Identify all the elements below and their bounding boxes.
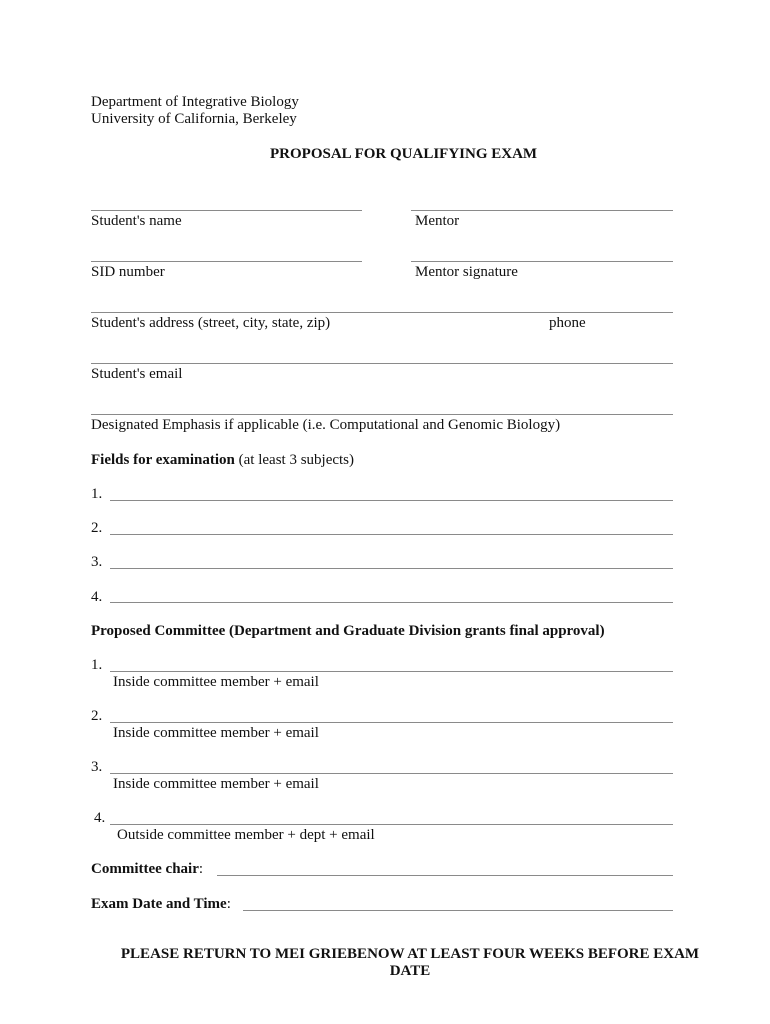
exam-date-colon: : bbox=[226, 896, 231, 912]
field-line-4[interactable] bbox=[110, 602, 673, 603]
field-number-2: 2. bbox=[91, 520, 103, 536]
sid-number-line[interactable] bbox=[91, 261, 362, 262]
committee-heading: Proposed Committee (Department and Graduate Division grants final approval) bbox=[91, 623, 605, 639]
email-line[interactable] bbox=[91, 363, 673, 364]
mentor-signature-label: Mentor signature bbox=[415, 264, 518, 280]
fields-heading bbox=[91, 451, 354, 469]
committee-number-4: 4. bbox=[94, 810, 106, 826]
students-name-line[interactable] bbox=[91, 210, 362, 211]
committee-line-3[interactable] bbox=[110, 773, 673, 774]
phone-label: phone bbox=[549, 315, 586, 331]
exam-date-label bbox=[91, 895, 231, 913]
committee-number-3: 3. bbox=[91, 759, 103, 775]
field-number-4: 4. bbox=[91, 589, 103, 605]
mentor-label: Mentor bbox=[415, 213, 460, 229]
field-line-1[interactable] bbox=[110, 500, 673, 501]
email-label: Student's email bbox=[91, 366, 183, 382]
committee-chair-text: Committee chair bbox=[91, 861, 199, 877]
committee-number-2: 2. bbox=[91, 708, 103, 724]
committee-number-1: 1. bbox=[91, 657, 103, 673]
committee-caption-4: Outside committee member + dept + email bbox=[117, 827, 375, 843]
address-label: Student's address (street, city, state, zip) bbox=[91, 315, 331, 331]
fields-heading-bold: Fields for examination bbox=[91, 452, 235, 468]
exam-date-text: Exam Date and Time bbox=[91, 896, 227, 912]
fields-heading-note: (at least 3 subjects) bbox=[238, 452, 355, 468]
address-line[interactable] bbox=[91, 312, 673, 313]
designated-emphasis-label: Designated Emphasis if applicable (i.e. Computational and Genomic Biology) bbox=[91, 417, 561, 433]
field-line-2[interactable] bbox=[110, 534, 673, 535]
committee-chair-line[interactable] bbox=[217, 875, 673, 876]
students-name-label: Student's name bbox=[91, 213, 182, 229]
form-title: PROPOSAL FOR QUALIFYING EXAM bbox=[270, 146, 538, 162]
department-name: Department of Integrative Biology bbox=[91, 94, 299, 110]
field-line-3[interactable] bbox=[110, 568, 673, 569]
committee-chair-label bbox=[91, 860, 203, 878]
committee-caption-1: Inside committee member + email bbox=[113, 674, 319, 690]
field-number-1: 1. bbox=[91, 486, 103, 502]
designated-emphasis-line[interactable] bbox=[91, 414, 673, 415]
committee-caption-3: Inside committee member + email bbox=[113, 776, 319, 792]
committee-line-4[interactable] bbox=[110, 824, 673, 825]
field-number-3: 3. bbox=[91, 554, 103, 570]
mentor-signature-line[interactable] bbox=[411, 261, 673, 262]
university-name: University of California, Berkeley bbox=[91, 111, 297, 127]
committee-line-2[interactable] bbox=[110, 722, 673, 723]
committee-line-1[interactable] bbox=[110, 671, 673, 672]
mentor-line[interactable] bbox=[411, 210, 673, 211]
return-notice: PLEASE RETURN TO MEI GRIEBENOW AT LEAST FOUR WEEKS BEFORE EXAM DATE bbox=[120, 946, 700, 979]
sid-number-label: SID number bbox=[91, 264, 165, 280]
committee-chair-colon: : bbox=[198, 861, 204, 877]
exam-date-line[interactable] bbox=[243, 910, 673, 911]
committee-caption-2: Inside committee member + email bbox=[113, 725, 319, 741]
